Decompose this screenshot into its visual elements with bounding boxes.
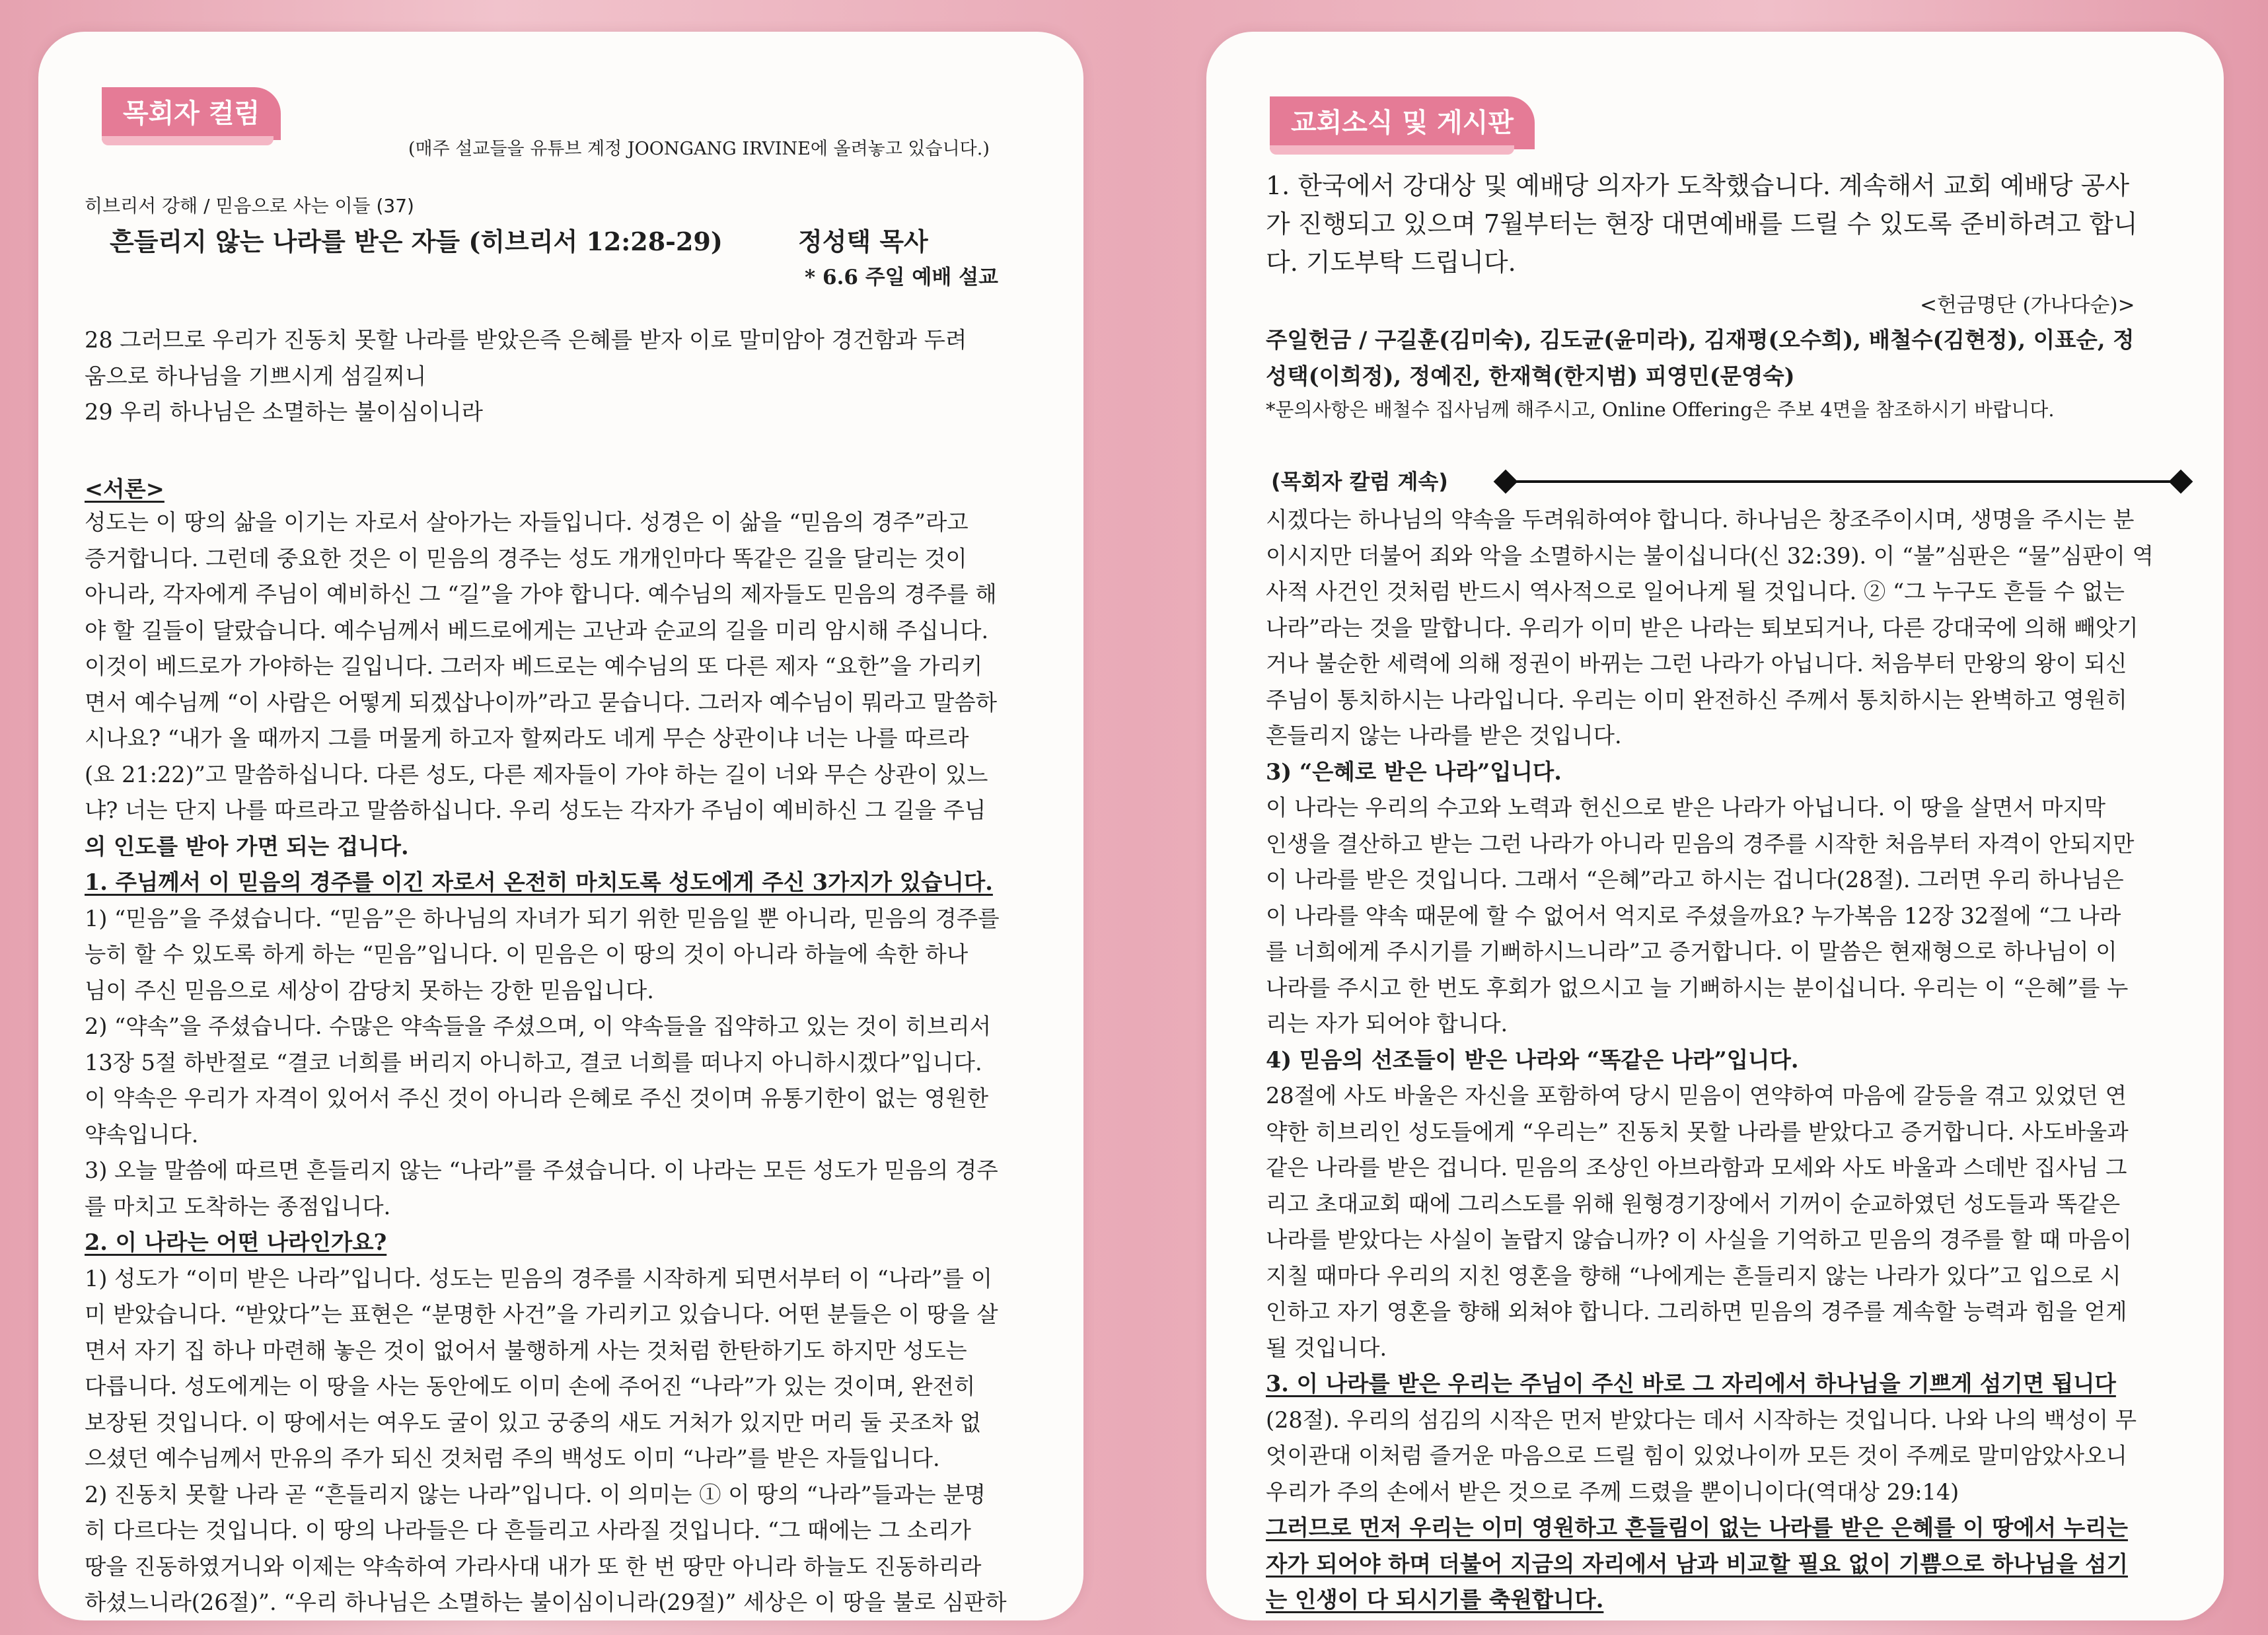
- body-line: 리는 자가 되어야 합니다.: [1266, 1011, 1508, 1036]
- inquiry-note: *문의사항은 배철수 집사님께 해주시고, Online Offering은 주보 4면을 참조하시기 바랍니다.: [1266, 398, 2055, 421]
- body-line: 약한 히브리인 성도들에게 “우리는” 진동치 못할 나라를 받았다고 증거합니다. 사도바울과: [1266, 1118, 2129, 1145]
- column-continued-heading: (목회자 칼럼 계속): [1271, 469, 1448, 494]
- body-line: 주님이 통치하시는 나라입니다. 우리는 이미 완전하신 주께서 통치하시는 완벽하고 영원히: [1266, 686, 2127, 713]
- body-line: 나라를 받았다는 사실이 놀랍지 않습니까? 이 사실을 기억하고 믿음의 경주를 할 때 마음이: [1266, 1227, 2132, 1253]
- intro-heading: <서론>: [85, 476, 165, 502]
- section-heading-1: 1. 주님께서 이 믿음의 경주를 이긴 자로서 온전히 마치도록 성도에게 주신 3가지가 있습니다.: [85, 869, 993, 895]
- body-line: 면서 예수님께 “이 사람은 어떻게 되겠삽나이까”라고 묻습니다. 그러자 예수님이 뭐라고 말씀하: [85, 689, 998, 715]
- body-line: 냐? 너는 단지 나를 따르라고 말씀하십니다. 우리 성도는 각자가 주님이 예비하신 그 길을 주님: [85, 797, 986, 823]
- subheading: 4) 믿음의 선조들이 받은 나라와 “똑같은 나라”입니다.: [1266, 1046, 1799, 1073]
- body-line: 성도는 이 땅의 삶을 이기는 자로서 살아가는 자들입니다. 성경은 이 삶을 “믿음의 경주”라고: [85, 509, 969, 535]
- body-line: 13장 5절 하반절로 “결코 너희를 버리지 아니하고, 결코 너희를 떠나지 아니하시겠다”입니다.: [85, 1049, 982, 1075]
- body-line: 하셨느니라(26절)”. “우리 하나님은 소멸하는 불이심이니라(29절)” 세상은 이 땅을 불로 심판하: [85, 1589, 1007, 1615]
- body-line: 흔들리지 않는 나라를 받은 것입니다.: [1266, 723, 1622, 748]
- closing-line: 그러므로 먼저 우리는 이미 영원하고 흔들림이 없는 나라를 받은 은혜를 이 땅에서 누리는: [1266, 1515, 2128, 1541]
- closing-line: 자가 되어야 하며 더불어 지금의 자리에서 남과 비교할 필요 없이 기쁨으로 하나님을 섬기: [1266, 1550, 2128, 1577]
- pastor-column-tab: 목회자 컬럼: [102, 87, 281, 140]
- scripture-block: [85, 322, 1062, 431]
- body-line: 증거합니다. 그런데 중요한 것은 이 믿음의 경주는 성도 개개인마다 똑같은 길을 달리는 것이: [85, 545, 967, 571]
- body-line: 이 나라를 받은 것입니다. 그래서 “은혜”라고 하시는 겁니다(28절). 그러면 우리 하나님은: [1266, 867, 2124, 892]
- body-line: 인생을 결산하고 받는 그런 나라가 아니라 믿음의 경주를 시작한 처음부터 자격이 안되지만: [1266, 830, 2135, 857]
- body-line: 나라”라는 것을 말합니다. 우리가 이미 받은 나라는 퇴보되거나, 다른 강대국에 의해 빼앗기: [1266, 614, 2139, 641]
- news-line: 1. 한국에서 강대상 및 예배당 의자가 도착했습니다. 계속해서 교회 예배당 공사: [1266, 171, 2130, 200]
- body-line: 약속입니다.: [85, 1121, 199, 1147]
- body-line: 의 인도를 받아 가면 되는 겁니다.: [85, 833, 409, 859]
- body-line: 를 마치고 도착하는 종점입니다.: [85, 1193, 391, 1219]
- offering-line: 성택(이희정), 정예진, 한재혁(한지범) 피영민(문영숙): [1266, 363, 1795, 389]
- body-line: 으셨던 예수님께서 만유의 주가 되신 것처럼 주의 백성도 이미 “나라”를 받은 자들입니다.: [85, 1445, 940, 1471]
- body-line: 다릅니다. 성도에게는 이 땅을 사는 동안에도 이미 손에 주어진 “나라”가 있는 것이며, 완전히: [85, 1373, 976, 1399]
- body-line: 나라를 주시고 한 번도 후회가 없으시고 늘 기뻐하시는 분이십니다. 우리는 이 “은혜”를 누: [1266, 974, 2129, 1001]
- body-line: 이 나라를 약속 때문에 할 수 없어서 억지로 주셨을까요? 누가복음 12장 32절에 “그 나라: [1266, 902, 2121, 929]
- left-body: [85, 505, 1062, 1621]
- body-line: 땅을 진동하였거니와 이제는 약속하여 가라사대 내가 또 한 번 땅만 아니라 하늘도 진동하리라: [85, 1553, 982, 1580]
- offering-line: 주일헌금 / 구길훈(김미숙), 김도균(윤미라), 김재평(오수희), 배철수(김현정), 이표순, 정: [1266, 327, 2135, 353]
- subheading: 3) “은혜로 받은 나라”입니다.: [1266, 758, 1562, 785]
- offering-header: <헌금명단 (가나다순)>: [1920, 293, 2135, 317]
- service-note: * 6.6 주일 예배 설교: [805, 266, 998, 289]
- tab-underline: [102, 136, 274, 145]
- body-line: 인하고 자기 영혼을 향해 외쳐야 합니다. 그리하면 믿음의 경주를 계속할 능력과 힘을 얻게: [1266, 1299, 2127, 1325]
- section-heading-2: 2. 이 나라는 어떤 나라인가요?: [85, 1229, 387, 1255]
- body-line: (요 21:22)”고 말씀하십니다. 다른 성도, 다른 제자들이 가야 하는 길이 너와 무슨 상관이 있느: [85, 761, 988, 787]
- news-line: 가 진행되고 있으며 7월부터는 현장 대면예배를 드릴 수 있도록 준비하려고 합니: [1266, 209, 2138, 238]
- body-line: 2) “약속”을 주셨습니다. 수많은 약속들을 주셨으며, 이 약속들을 집약하고 있는 것이 히브리서: [85, 1013, 992, 1039]
- body-line: 리고 초대교회 때에 그리스도를 위해 원형경기장에서 기꺼이 순교하였던 성도들과 똑같은: [1266, 1190, 2121, 1217]
- scripture-line: 움으로 하나님을 기쁘시게 섬길찌니: [85, 363, 427, 389]
- body-line: 이 나라는 우리의 수고와 노력과 헌신으로 받은 나라가 아닙니다. 이 땅을 살면서 마지막: [1266, 795, 2106, 820]
- body-line: 미 받았습니다. “받았다”는 표현은 “분명한 사건”을 가리키고 있습니다. 어떤 분들은 이 땅을 살: [85, 1301, 998, 1327]
- body-line: 이것이 베드로가 가야하는 길입니다. 그러자 베드로는 예수님의 또 다른 제자 “요한”을 가리키: [85, 653, 983, 679]
- body-line: 이시지만 더불어 죄와 악을 소멸하시는 불이십니다(신 32:39). 이 “불”심판은 “물”심판이 역: [1266, 542, 2154, 569]
- body-line: 이 약속은 우리가 자격이 있어서 주신 것이 아니라 은혜로 주신 것이며 유통기한이 없는 영원한: [85, 1085, 989, 1111]
- body-line: 보장된 것입니다. 이 땅에서는 여우도 굴이 있고 궁중의 새도 거처가 있지만 머리 둘 곳조차 없: [85, 1409, 982, 1435]
- divider-diamond-right: [2169, 470, 2193, 494]
- left-page: [38, 32, 1083, 1620]
- tab-underline: [1270, 145, 1514, 155]
- news-line: 다. 기도부탁 드립니다.: [1266, 248, 1516, 277]
- right-body: [1266, 502, 2204, 1618]
- body-line: 2) 진동치 못할 나라 곧 “흔들리지 않는 나라”입니다. 이 의미는 ① 이 땅의 “나라”들과는 분명: [85, 1481, 986, 1508]
- body-line: 1) “믿음”을 주셨습니다. “믿음”은 하나님의 자녀가 되기 위한 믿음일 뿐 아니라, 믿음의 경주를: [85, 905, 1000, 931]
- body-line: 님이 주신 믿음으로 세상이 감당치 못하는 강한 믿음입니다.: [85, 977, 654, 1003]
- series-line: 히브리서 강해 / 믿음으로 사는 이들 (37): [85, 195, 414, 217]
- body-line: 사적 사건인 것처럼 반드시 역사적으로 일어나게 될 것입니다. ② “그 누구도 흔들 수 없는: [1266, 579, 2125, 604]
- section-heading-3: 3. 이 나라를 받은 우리는 주님이 주신 바로 그 자리에서 하나님을 기쁘게 섬기면 됩니다: [1266, 1371, 2116, 1397]
- offering-list: [1266, 322, 2204, 394]
- body-line: 1) 성도가 “이미 받은 나라”입니다. 성도는 믿음의 경주를 시작하게 되면서부터 이 “나라”를 이: [85, 1265, 992, 1291]
- body-line: 아니라, 각자에게 주님이 예비하신 그 “길”을 가야 합니다. 예수님의 제자들도 믿음의 경주를 해: [85, 581, 997, 607]
- sermon-title: 흔들리지 않는 나라를 받은 자들 (히브리서 12:28-29): [110, 227, 723, 256]
- news-block: [1266, 166, 2204, 281]
- body-line: 야 할 길들이 달랐습니다. 예수님께서 베드로에게는 고난과 순교의 길을 미리 암시해 주십니다.: [85, 617, 989, 643]
- body-line: 지칠 때마다 우리의 지친 영혼을 향해 “나에게는 흔들리지 않는 나라가 있다”고 입으로 시: [1266, 1262, 2121, 1289]
- body-line: (28절). 우리의 섬김의 시작은 먼저 받았다는 데서 시작하는 것입니다. 나와 나의 백성이 무: [1266, 1406, 2137, 1433]
- body-line: 우리가 주의 손에서 받은 것으로 주께 드렸을 뿐이니이다(역대상 29:14): [1266, 1478, 1959, 1505]
- body-line: 면서 자기 집 하나 마련해 놓은 것이 없어서 불행하게 사는 것처럼 한탄하기도 하지만 성도는: [85, 1337, 967, 1363]
- divider-line: [1514, 480, 2175, 483]
- body-line: 시겠다는 하나님의 약속을 두려워하여야 합니다. 하나님은 창조주이시며, 생명을 주시는 분: [1266, 507, 2135, 532]
- body-line: 28절에 사도 바울은 자신을 포함하여 당시 믿음이 연약하여 마음에 갈등을 겪고 있었던 연: [1266, 1083, 2127, 1108]
- body-line: 거나 불순한 세력에 의해 정권이 바뀌는 그런 나라가 아닙니다. 처음부터 만왕의 왕이 되신: [1266, 651, 2127, 676]
- body-line: 능히 할 수 있도록 하게 하는 “믿음”입니다. 이 믿음은 이 땅의 것이 아니라 하늘에 속한 하나: [85, 941, 969, 967]
- right-page: [1206, 32, 2224, 1620]
- church-news-tab: 교회소식 및 게시판: [1270, 96, 1535, 149]
- youtube-note: (매주 설교들을 유튜브 계정 JOONGANG IRVINE에 올려놓고 있습니다.): [408, 139, 990, 159]
- pastor-name: 정성택 목사: [798, 227, 928, 256]
- closing-line: 는 인생이 다 되시기를 축원합니다.: [1266, 1587, 1604, 1613]
- body-line: 히 다르다는 것입니다. 이 땅의 나라들은 다 흔들리고 사라질 것입니다. “그 때에는 그 소리가: [85, 1517, 971, 1543]
- body-line: 3) 오늘 말씀에 따르면 흔들리지 않는 “나라”를 주셨습니다. 이 나라는 모든 성도가 믿음의 경주: [85, 1157, 998, 1183]
- scripture-line: 29 우리 하나님은 소멸하는 불이심이니라: [85, 399, 483, 425]
- body-line: 될 것입니다.: [1266, 1334, 1387, 1361]
- scripture-line: 28 그러므로 우리가 진동치 못할 나라를 받았은즉 은혜를 받자 이로 말미암아 경건함과 두려: [85, 327, 967, 353]
- body-line: 시나요? “내가 올 때까지 그를 머물게 하고자 할찌라도 네게 무슨 상관이냐 너는 나를 따르라: [85, 725, 969, 751]
- body-line: 엇이관대 이처럼 즐거운 마음으로 드릴 힘이 있었나이까 모든 것이 주께로 말미암았사오니: [1266, 1443, 2127, 1469]
- body-line: 같은 나라를 받은 겁니다. 믿음의 조상인 아브라함과 모세와 사도 바울과 스데반 집사님 그: [1266, 1155, 2127, 1181]
- body-line: 를 너희에게 주시기를 기뻐하시느니라”고 증거합니다. 이 말씀은 현재형으로 하나님이 이: [1266, 939, 2117, 964]
